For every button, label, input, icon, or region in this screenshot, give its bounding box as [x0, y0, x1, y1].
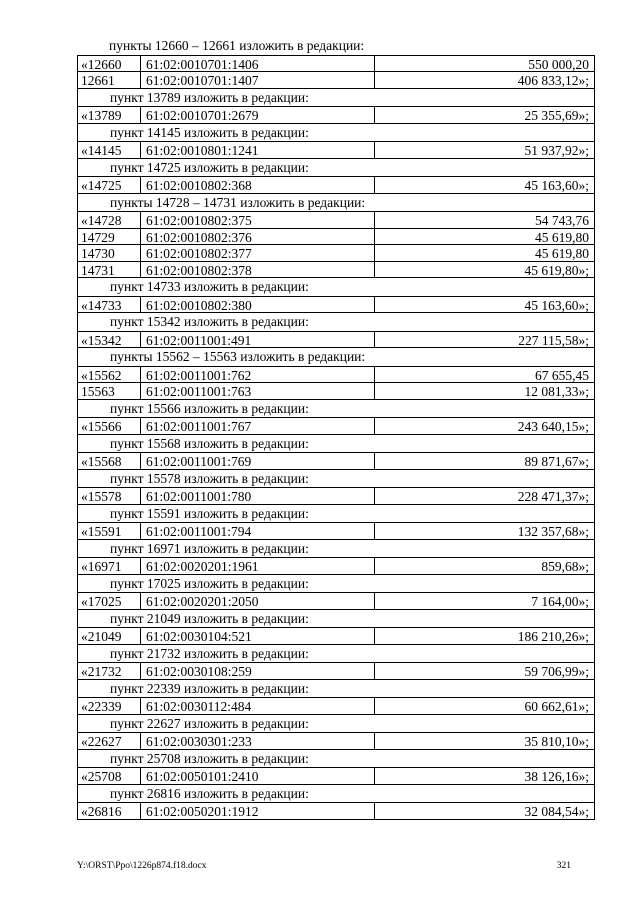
- table-row: [77, 382, 595, 400]
- cadastral-value-cell: 38 126,16»;: [524, 769, 589, 784]
- amendment-heading: пункт 14733 изложить в редакции:: [77, 278, 595, 296]
- cadastral-value-cell: 186 210,26»;: [517, 629, 589, 644]
- item-number-cell: «25708: [78, 768, 141, 784]
- table-row: [77, 211, 595, 229]
- item-number-cell: «15562: [78, 367, 141, 383]
- item-number-cell: «15342: [78, 332, 141, 348]
- cadastral-value-cell: 45 619,80: [535, 229, 589, 245]
- amendment-heading: пункты 15562 – 15563 изложить в редакции:: [77, 348, 595, 366]
- cadastral-number-cell: 61:02:0020201:1961: [141, 558, 375, 574]
- cadastral-value-cell: 406 833,12»;: [517, 73, 589, 88]
- table-row: [77, 244, 595, 262]
- item-number-cell: «15568: [78, 453, 141, 469]
- amendment-heading: пункт 26816 изложить в редакции:: [77, 785, 595, 803]
- item-number-cell: 12661: [78, 72, 141, 88]
- cadastral-value-cell: 67 655,45: [535, 367, 589, 383]
- amendment-heading: пункт 14145 изложить в редакции:: [77, 124, 595, 142]
- cadastral-value-cell: 45 163,60»;: [524, 297, 589, 313]
- footer-file-path: Y:\ORST\Ppo\1226p874.f18.docx: [77, 861, 207, 871]
- cadastral-value-cell: 243 640,15»;: [517, 419, 589, 434]
- item-number-cell: «21732: [78, 663, 141, 679]
- item-number-cell: 14729: [78, 229, 141, 245]
- table-row: [77, 487, 595, 505]
- table-row: [77, 176, 595, 194]
- cadastral-number-cell: 61:02:0010802:378: [141, 262, 375, 278]
- cadastral-number-cell: 61:02:0011001:767: [141, 418, 375, 434]
- cadastral-number-cell: 61:02:0010802:375: [141, 212, 375, 228]
- amendment-heading: пункт 22627 изложить в редакции:: [77, 715, 595, 733]
- cadastral-number-cell: 61:02:0011001:780: [141, 488, 375, 504]
- cadastral-number-cell: 61:02:0011001:794: [141, 523, 375, 539]
- cadastral-value-cell: 45 619,80: [535, 246, 589, 261]
- item-number-cell: «21049: [78, 628, 141, 644]
- table-row: [77, 697, 595, 715]
- cadastral-number-cell: 61:02:0030301:233: [141, 733, 375, 749]
- item-number-cell: «14733: [78, 297, 141, 313]
- amendment-heading: пункт 13789 изложить в редакции:: [77, 89, 595, 107]
- cadastral-value-cell: 228 471,37»;: [517, 489, 589, 504]
- cadastral-number-cell: 61:02:0010701:2679: [141, 107, 375, 123]
- amendment-heading: пункт 22339 изложить в редакции:: [77, 680, 595, 698]
- cadastral-value-cell: 550 000,20: [528, 56, 589, 72]
- cadastral-value-cell: 859,68»;: [541, 559, 589, 574]
- cadastral-value-cell: 32 084,54»;: [524, 804, 589, 819]
- cadastral-value-cell: 60 662,61»;: [524, 699, 589, 714]
- table-row: [77, 452, 595, 470]
- cadastral-number-cell: 61:02:0050201:1912: [141, 803, 375, 819]
- item-number-cell: 15563: [78, 383, 141, 399]
- amendment-heading: пункт 15578 изложить в редакции:: [77, 470, 595, 488]
- item-number-cell: 14730: [78, 245, 141, 261]
- cadastral-number-cell: 61:02:0030112:484: [141, 698, 375, 714]
- table-row: [77, 732, 595, 750]
- document-body: [77, 37, 595, 820]
- table-row: [77, 331, 595, 349]
- cadastral-value-cell: 89 871,67»;: [524, 454, 589, 469]
- cadastral-number-cell: 61:02:0050101:2410: [141, 768, 375, 784]
- amendment-heading: пункт 17025 изложить в редакции:: [77, 575, 595, 593]
- table-row: [77, 767, 595, 785]
- table-row: [77, 261, 595, 279]
- table-row: [77, 417, 595, 435]
- amendment-heading: пункт 15591 изложить в редакции:: [77, 505, 595, 523]
- cadastral-number-cell: 61:02:0010802:368: [141, 177, 375, 193]
- table-row: [77, 71, 595, 89]
- amendment-heading: пункт 25708 изложить в редакции:: [77, 750, 595, 768]
- amendment-heading: пункт 16971 изложить в редакции:: [77, 540, 595, 558]
- cadastral-number-cell: 61:02:0010801:1241: [141, 142, 375, 158]
- item-number-cell: «15566: [78, 418, 141, 434]
- cadastral-value-cell: 7 164,00»;: [531, 594, 589, 609]
- item-number-cell: «22339: [78, 698, 141, 714]
- item-number-cell: «15578: [78, 488, 141, 504]
- table-row: [77, 366, 595, 384]
- item-number-cell: «16971: [78, 558, 141, 574]
- cadastral-number-cell: 61:02:0010701:1407: [141, 72, 375, 88]
- table-row: [77, 106, 595, 124]
- amendment-heading: пункт 15568 изложить в редакции:: [77, 435, 595, 453]
- cadastral-number-cell: 61:02:0020201:2050: [141, 593, 375, 609]
- item-number-cell: «26816: [78, 803, 141, 819]
- table-row: [77, 627, 595, 645]
- cadastral-value-cell: 12 081,33»;: [524, 384, 589, 399]
- cadastral-number-cell: 61:02:0010802:376: [141, 229, 375, 245]
- cadastral-number-cell: 61:02:0011001:491: [141, 332, 375, 348]
- item-number-cell: «14728: [78, 212, 141, 228]
- cadastral-value-cell: 45 163,60»;: [524, 178, 589, 193]
- table-row: [77, 592, 595, 610]
- cadastral-number-cell: 61:02:0010802:377: [141, 245, 375, 261]
- table-row: [77, 55, 595, 73]
- cadastral-number-cell: 61:02:0011001:763: [141, 383, 375, 399]
- table-row: [77, 802, 595, 820]
- amendment-heading: пункт 21732 изложить в редакции:: [77, 645, 595, 663]
- amendment-heading: пункты 14728 – 14731 изложить в редакции:: [77, 194, 595, 212]
- item-number-cell: 14731: [78, 262, 141, 278]
- cadastral-number-cell: 61:02:0011001:762: [141, 367, 375, 383]
- item-number-cell: «22627: [78, 733, 141, 749]
- item-number-cell: «14145: [78, 142, 141, 158]
- amendment-heading: пункт 14725 изложить в редакции:: [77, 159, 595, 177]
- cadastral-number-cell: 61:02:0030108:259: [141, 663, 375, 679]
- item-number-cell: «17025: [78, 593, 141, 609]
- table-row: [77, 141, 595, 159]
- amendment-heading: пункт 15566 изложить в редакции:: [77, 400, 595, 418]
- amendment-heading: пункты 12660 – 12661 изложить в редакции:: [109, 38, 365, 53]
- item-number-cell: «14725: [78, 177, 141, 193]
- item-number-cell: «15591: [78, 523, 141, 539]
- footer-page-number: 321: [556, 861, 571, 871]
- cadastral-number-cell: 61:02:0010701:1406: [141, 56, 375, 72]
- cadastral-value-cell: 51 937,92»;: [524, 143, 589, 158]
- cadastral-value-cell: 227 115,58»;: [518, 332, 589, 348]
- cadastral-value-cell: 54 743,76: [535, 213, 589, 228]
- item-number-cell: «13789: [78, 107, 141, 123]
- cadastral-value-cell: 25 355,69»;: [524, 108, 589, 123]
- item-number-cell: «12660: [78, 56, 141, 72]
- cadastral-value-cell: 59 706,99»;: [524, 664, 589, 679]
- cadastral-value-cell: 132 357,68»;: [517, 524, 589, 539]
- cadastral-value-cell: 35 810,10»;: [524, 734, 589, 749]
- table-row: [77, 228, 595, 246]
- table-row: [77, 296, 595, 314]
- amendment-heading: пункт 15342 изложить в редакции:: [77, 313, 595, 331]
- table-row: [77, 662, 595, 680]
- cadastral-number-cell: 61:02:0030104:521: [141, 628, 375, 644]
- amendment-heading: пункт 21049 изложить в редакции:: [77, 610, 595, 628]
- table-row: [77, 557, 595, 575]
- cadastral-value-cell: 45 619,80»;: [524, 262, 589, 278]
- cadastral-number-cell: 61:02:0011001:769: [141, 453, 375, 469]
- table-row: [77, 522, 595, 540]
- cadastral-number-cell: 61:02:0010802:380: [141, 297, 375, 313]
